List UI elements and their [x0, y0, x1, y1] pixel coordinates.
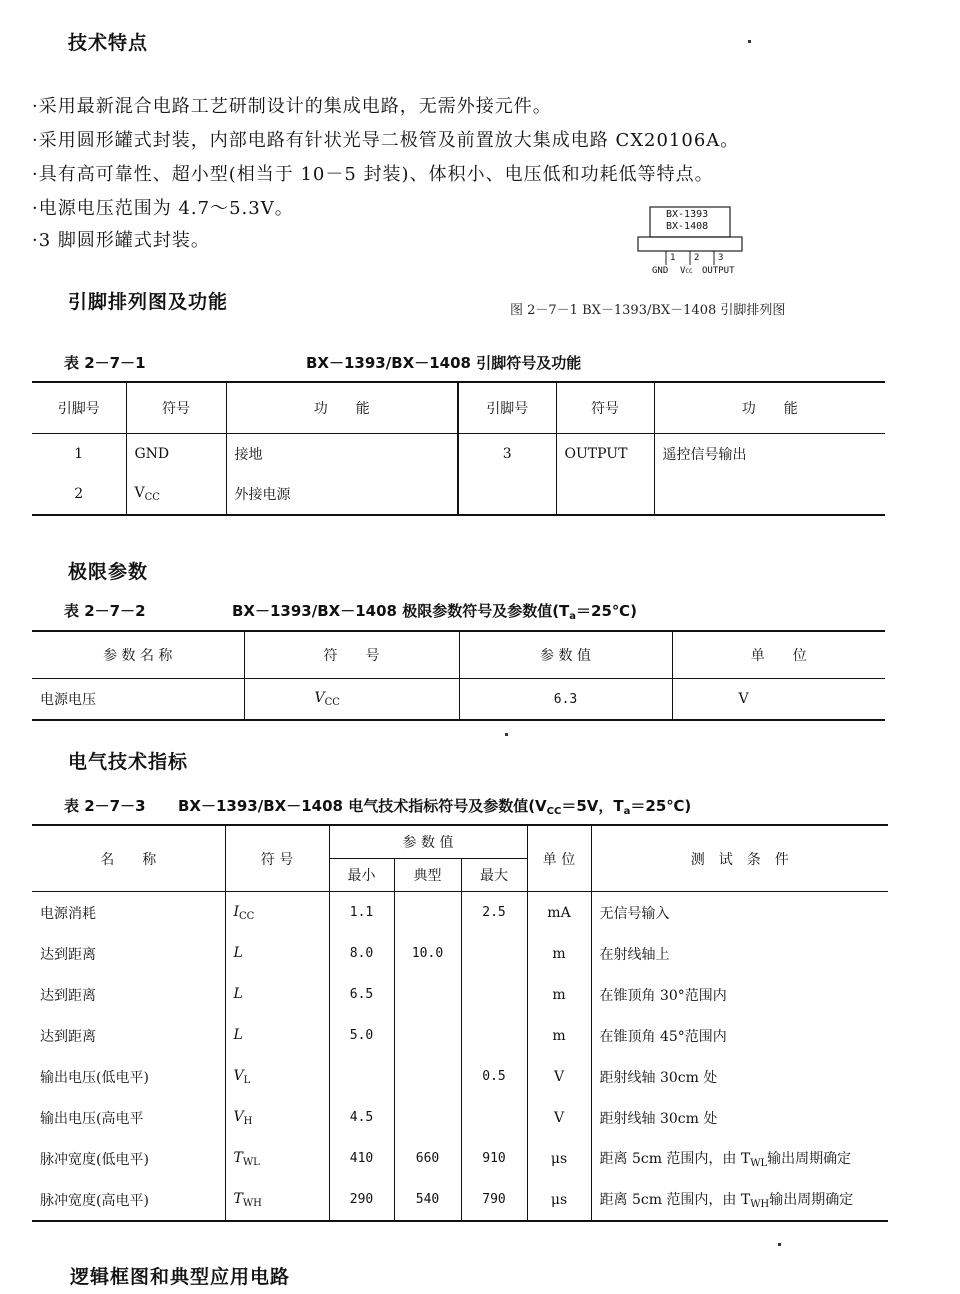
cell-max: 2.5	[461, 892, 527, 934]
table-row	[32, 974, 888, 1015]
table-row	[32, 1056, 888, 1097]
cell-typ: 540	[394, 1179, 461, 1221]
col-header-symbol: 符号	[126, 382, 226, 434]
cell-symbol-main: L	[233, 985, 243, 1002]
cell-max	[461, 1015, 527, 1056]
cell-typ	[394, 1097, 461, 1138]
section-heading-logic: 逻辑框图和典型应用电路	[70, 1266, 291, 1288]
cell-symbol	[225, 1015, 329, 1056]
cell-condition-main: 距离 5cm 范围内，由 T	[599, 1151, 751, 1167]
cell-function: 外接电源	[226, 474, 458, 515]
feature-bullet: ·3 脚圆形罐式封装。	[32, 230, 210, 251]
cell-condition: 在锥顶角 45°范围内	[591, 1015, 888, 1056]
scan-speck	[778, 1243, 781, 1246]
table-header-row	[32, 382, 885, 434]
table2-number: 表 2－7－2	[64, 602, 146, 620]
cell-function-2	[654, 474, 885, 515]
pin-name-gnd: GND	[652, 266, 669, 276]
col-header-unit: 单 位	[527, 825, 591, 892]
col-header-symbol-2: 符号	[556, 382, 654, 434]
col-header-param-name: 参 数 名 称	[32, 631, 244, 679]
cell-symbol-sub: L	[243, 1074, 251, 1086]
table-row	[32, 892, 888, 934]
cell-name: 达到距离	[40, 1028, 96, 1045]
cell-condition: 在射线轴上	[591, 933, 888, 974]
section-heading-tech-features: 技术特点	[68, 32, 149, 54]
pin-name-vcc-main: V	[680, 266, 686, 276]
limit-parameters-table	[32, 630, 885, 721]
col-header-symbol: 符 号	[244, 631, 459, 679]
table-row	[32, 1179, 888, 1221]
pin-name-output: OUTPUT	[702, 266, 735, 276]
cell-min: 4.5	[329, 1097, 394, 1138]
cell-max	[461, 974, 527, 1015]
cell-condition	[591, 1138, 888, 1179]
cell-condition-tail: 输出周期确定	[769, 1192, 854, 1208]
cell-symbol-sub: CC	[144, 492, 160, 503]
cell-function-2: 遥控信号输出	[654, 434, 885, 475]
cell-unit: V	[527, 1097, 591, 1138]
col-header-pin-2: 引脚号	[458, 382, 556, 434]
figure-caption: 图 2－7－1 BX－1393/BX－1408 引脚排列图	[510, 303, 786, 318]
col-header-unit: 单 位	[672, 631, 885, 679]
cell-symbol	[225, 974, 329, 1015]
feature-bullet: ·电源电压范围为 4.7～5.3V。	[32, 198, 294, 219]
pin-function-table	[32, 381, 885, 516]
cell-typ: 660	[394, 1138, 461, 1179]
cell-condition-tail: 输出周期确定	[767, 1151, 852, 1167]
cell-symbol	[225, 933, 329, 974]
feature-bullet: ·具有高可靠性、超小型(相当于 10－5 封装)、体积小、电压低和功耗低等特点。	[32, 164, 714, 185]
pin-number-3: 3	[718, 253, 724, 263]
table-row	[32, 1138, 888, 1179]
feature-bullet: ·采用圆形罐式封装，内部电路有针状光导二极管及前置放大集成电路 CX20106A。	[32, 130, 740, 151]
cell-name: 达到距离	[40, 946, 96, 963]
table-row	[32, 933, 888, 974]
package-label-1: BX-1393	[666, 209, 709, 220]
cell-symbol	[225, 1056, 329, 1097]
cell-min	[329, 1056, 394, 1097]
cell-symbol-main: V	[314, 690, 325, 706]
cell-symbol-main: L	[233, 1026, 243, 1043]
cell-symbol-sub: WL	[242, 1156, 260, 1168]
cell-symbol-sub: CC	[239, 910, 255, 922]
cell-pin-2: 3	[458, 434, 556, 475]
cell-symbol	[225, 892, 329, 934]
col-header-typ: 典型	[394, 859, 461, 892]
cell-condition: 无信号输入	[591, 892, 888, 934]
cell-symbol-main: I	[233, 903, 240, 920]
cell-condition	[591, 1179, 888, 1221]
table2-title-sub: a	[569, 611, 577, 622]
col-header-min: 最小	[329, 859, 394, 892]
cell-name: 输出电压(低电平)	[40, 1069, 149, 1086]
pin-name-vcc	[680, 266, 693, 276]
cell-param-name: 电源电压	[40, 692, 96, 708]
cell-symbol	[244, 679, 459, 721]
col-header-pin: 引脚号	[32, 382, 126, 434]
package-flange	[638, 237, 742, 251]
section-heading-electrical: 电气技术指标	[68, 751, 189, 773]
cell-symbol-main: L	[233, 944, 243, 961]
table3-title-mid: ＝5V，T	[561, 797, 624, 815]
cell-name: 脉冲宽度(低电平)	[40, 1151, 149, 1168]
col-header-max: 最大	[461, 859, 527, 892]
cell-symbol-sub: H	[243, 1115, 253, 1127]
cell-typ	[394, 1056, 461, 1097]
cell-condition-sub: WH	[750, 1199, 770, 1210]
col-header-name: 名 称	[32, 825, 225, 892]
cell-pin-2	[458, 474, 556, 515]
cell-symbol-main: V	[233, 1067, 244, 1084]
cell-condition-sub: WL	[750, 1158, 768, 1169]
cell-condition: 距射线轴 30cm 处	[591, 1056, 888, 1097]
cell-symbol	[225, 1138, 329, 1179]
cell-unit: m	[527, 933, 591, 974]
cell-condition: 距射线轴 30cm 处	[591, 1097, 888, 1138]
col-header-function-2: 功 能	[654, 382, 885, 434]
cell-unit: m	[527, 974, 591, 1015]
col-header-values: 参 数 值	[329, 825, 527, 859]
cell-min: 290	[329, 1179, 394, 1221]
cell-min: 5.0	[329, 1015, 394, 1056]
cell-max	[461, 1097, 527, 1138]
table1-title: BX－1393/BX－1408 引脚符号及功能	[306, 354, 582, 372]
cell-unit: V	[527, 1056, 591, 1097]
cell-symbol-main: V	[233, 1108, 244, 1125]
cell-symbol-main: T	[233, 1149, 243, 1166]
scan-speck	[505, 733, 508, 736]
pin-number-1: 1	[670, 253, 676, 263]
cell-unit: μs	[527, 1179, 591, 1221]
electrical-specs-table	[32, 824, 888, 1222]
table2-title	[232, 600, 637, 622]
pin-layout-diagram	[630, 205, 750, 277]
table1-number: 表 2－7－1	[64, 354, 146, 372]
cell-symbol-2	[556, 474, 654, 515]
cell-symbol-2: OUTPUT	[556, 434, 654, 475]
col-header-condition: 测 试 条 件	[591, 825, 888, 892]
cell-unit: m	[527, 1015, 591, 1056]
table3-title-sub1: CC	[546, 806, 562, 817]
cell-max	[461, 933, 527, 974]
table2-title-main: BX－1393/BX－1408 极限参数符号及参数值(T	[232, 602, 570, 620]
cell-pin: 1	[74, 446, 84, 462]
cell-condition: 在锥顶角 30°范围内	[591, 974, 888, 1015]
scan-speck	[748, 40, 751, 43]
cell-typ	[394, 892, 461, 934]
cell-condition-main: 距离 5cm 范围内，由 T	[599, 1192, 751, 1208]
cell-max: 910	[461, 1138, 527, 1179]
col-header-value: 参 数 值	[459, 631, 672, 679]
pin-number-2: 2	[694, 253, 700, 263]
table-row	[32, 434, 885, 475]
cell-symbol	[126, 474, 226, 515]
table-row	[32, 474, 885, 515]
section-heading-pin-layout: 引脚排列图及功能	[68, 291, 229, 313]
cell-function: 接地	[226, 434, 458, 475]
table3-title-sub2: a	[623, 806, 631, 817]
cell-min: 8.0	[329, 933, 394, 974]
cell-symbol: GND	[126, 434, 226, 475]
table3-number: 表 2－7－3	[64, 797, 146, 815]
cell-unit: V	[672, 679, 885, 721]
cell-max: 790	[461, 1179, 527, 1221]
cell-min: 6.5	[329, 974, 394, 1015]
cell-name: 脉冲宽度(高电平)	[40, 1192, 149, 1209]
package-label-2: BX-1408	[666, 221, 709, 232]
cell-symbol	[225, 1179, 329, 1221]
feature-bullet: ·采用最新混合电路工艺研制设计的集成电路，无需外接元件。	[32, 96, 552, 117]
table2-title-tail: ＝25℃)	[576, 602, 637, 620]
table-header-row	[32, 631, 885, 679]
cell-symbol	[225, 1097, 329, 1138]
cell-name: 电源消耗	[40, 905, 96, 922]
cell-unit: μs	[527, 1138, 591, 1179]
cell-typ	[394, 1015, 461, 1056]
table-header-row	[32, 825, 888, 859]
pin-name-vcc-sub: CC	[685, 268, 693, 275]
cell-symbol-sub: WH	[242, 1197, 262, 1209]
cell-symbol-main: V	[134, 485, 145, 501]
table-row	[32, 1097, 888, 1138]
table3-title-main: BX－1393/BX－1408 电气技术指标符号及参数值(V	[178, 797, 547, 815]
cell-unit: mA	[527, 892, 591, 934]
cell-min: 1.1	[329, 892, 394, 934]
cell-min: 410	[329, 1138, 394, 1179]
cell-name: 输出电压(高电平	[40, 1110, 144, 1127]
cell-typ: 10.0	[394, 933, 461, 974]
cell-pin: 2	[74, 486, 84, 502]
table-row	[32, 679, 885, 721]
cell-name: 达到距离	[40, 987, 96, 1004]
cell-value: 6.3	[459, 679, 672, 721]
col-header-function: 功 能	[226, 382, 458, 434]
col-header-symbol: 符 号	[225, 825, 329, 892]
section-heading-limits: 极限参数	[68, 561, 149, 583]
table3-title-tail: ＝25℃)	[630, 797, 692, 815]
table-row	[32, 1015, 888, 1056]
cell-symbol-main: T	[233, 1190, 243, 1207]
cell-symbol-sub: CC	[324, 697, 340, 708]
cell-max: 0.5	[461, 1056, 527, 1097]
table3-title	[178, 795, 691, 817]
cell-typ	[394, 974, 461, 1015]
